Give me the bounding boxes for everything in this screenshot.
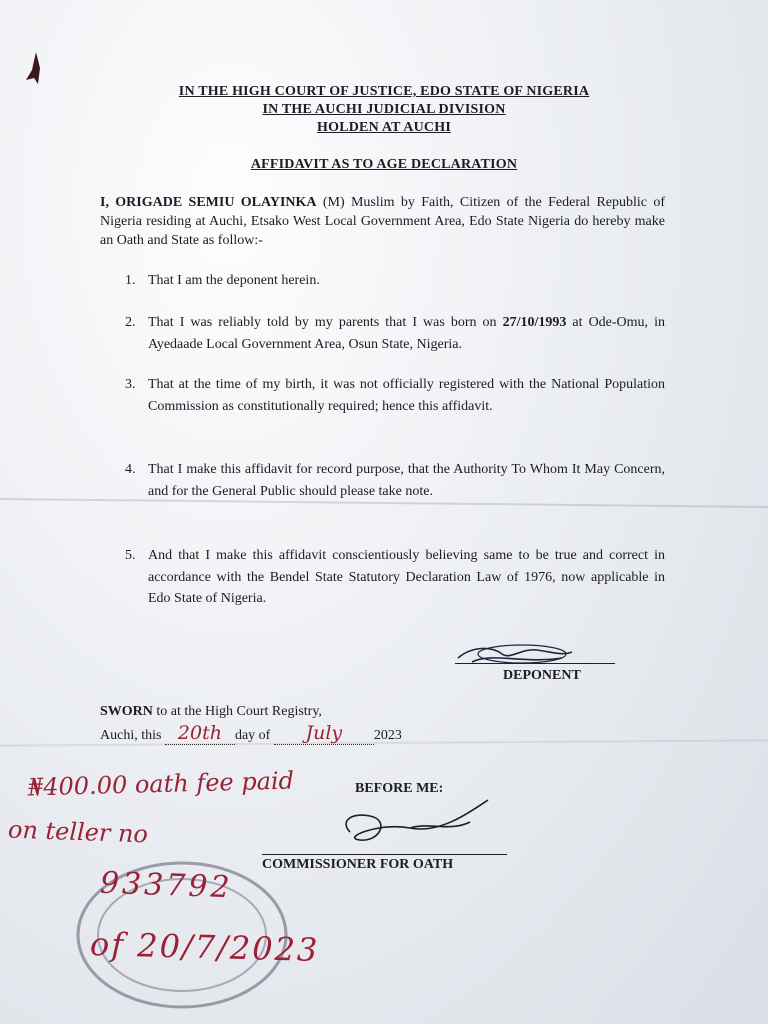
list-item xyxy=(125,545,665,610)
commissioner-signature xyxy=(320,792,500,852)
court-line-3: HOLDEN AT AUCHI xyxy=(317,120,451,135)
item-number: 5. xyxy=(125,548,136,563)
before-me-label: BEFORE ME: xyxy=(355,781,444,796)
sworn-line-1 xyxy=(100,704,322,720)
item-text: And that I make this affidavit conscientiously believing same to be true and correct in accordance with the Bendel State Statutory Declaration Law of 1976, now applicable in Edo State of Nigeria. xyxy=(148,548,665,606)
birth-date: 27/10/1993 xyxy=(502,315,567,330)
sworn-dayof: day of xyxy=(234,728,274,743)
list-item xyxy=(125,270,665,292)
item-number: 3. xyxy=(125,377,136,392)
handwritten-teller-note: on teller no xyxy=(7,815,149,849)
item-text: That I was reliably told by my parents that I was born on xyxy=(148,315,503,330)
document-title: AFFIDAVIT AS TO AGE DECLARATION xyxy=(250,157,518,172)
item-text: That I am the deponent herein. xyxy=(148,273,320,288)
deponent-label: DEPONENT xyxy=(503,668,581,683)
handwritten-fee-note: ₦400.00 oath fee paid xyxy=(27,766,295,802)
sworn-day: 20th xyxy=(177,722,222,744)
signature-line xyxy=(455,663,615,664)
deponent-name: I, ORIGADE SEMIU OLAYINKA xyxy=(100,195,317,210)
sworn-month: July xyxy=(305,722,343,744)
intro-paragraph xyxy=(100,193,665,250)
list-item xyxy=(125,459,665,502)
deponent-signature xyxy=(452,640,582,670)
item-text: That I make this affidavit for record purpose, that the Authority To Whom It May Concern, and for the General Public should please take note. xyxy=(148,462,665,499)
sworn-line-2 xyxy=(100,722,402,745)
item-number: 4. xyxy=(125,462,136,477)
commissioner-label: COMMISSIONER FOR OATH xyxy=(262,857,454,872)
sworn-label: SWORN xyxy=(100,704,153,719)
commissioner-line xyxy=(262,854,507,855)
court-line-2: IN THE AUCHI JUDICIAL DIVISION xyxy=(262,102,506,117)
sworn-auchi: Auchi, this xyxy=(100,728,165,743)
intro-text: (M) Muslim by Faith, Citizen of the Federal Republic of Nigeria residing at Auchi, Etsako West Local Government Area, Edo State Nigeria do hereby make an Oath and State as follow:- xyxy=(100,195,665,248)
sworn-year: 2023 xyxy=(373,728,402,743)
handwritten-teller-number: 933792 xyxy=(99,865,234,906)
court-line-1: IN THE HIGH COURT OF JUSTICE, EDO STATE OF NIGERIA xyxy=(178,84,590,99)
handwritten-date: of 20/7/2023 xyxy=(89,925,320,969)
list-item xyxy=(125,374,665,417)
item-text: That at the time of my birth, it was not officially registered with the National Population Commission as constitutionally required; hence this affidavit. xyxy=(148,377,665,414)
sworn-text: to at the High Court Registry, xyxy=(152,704,322,719)
ink-mark-icon xyxy=(24,50,44,86)
list-item xyxy=(125,312,665,355)
item-number: 2. xyxy=(125,315,136,330)
item-text-cont: at Ode-Omu, in Ayedaade Local Government Area, Osun State, Nigeria. xyxy=(148,315,665,352)
item-number: 1. xyxy=(125,273,136,288)
